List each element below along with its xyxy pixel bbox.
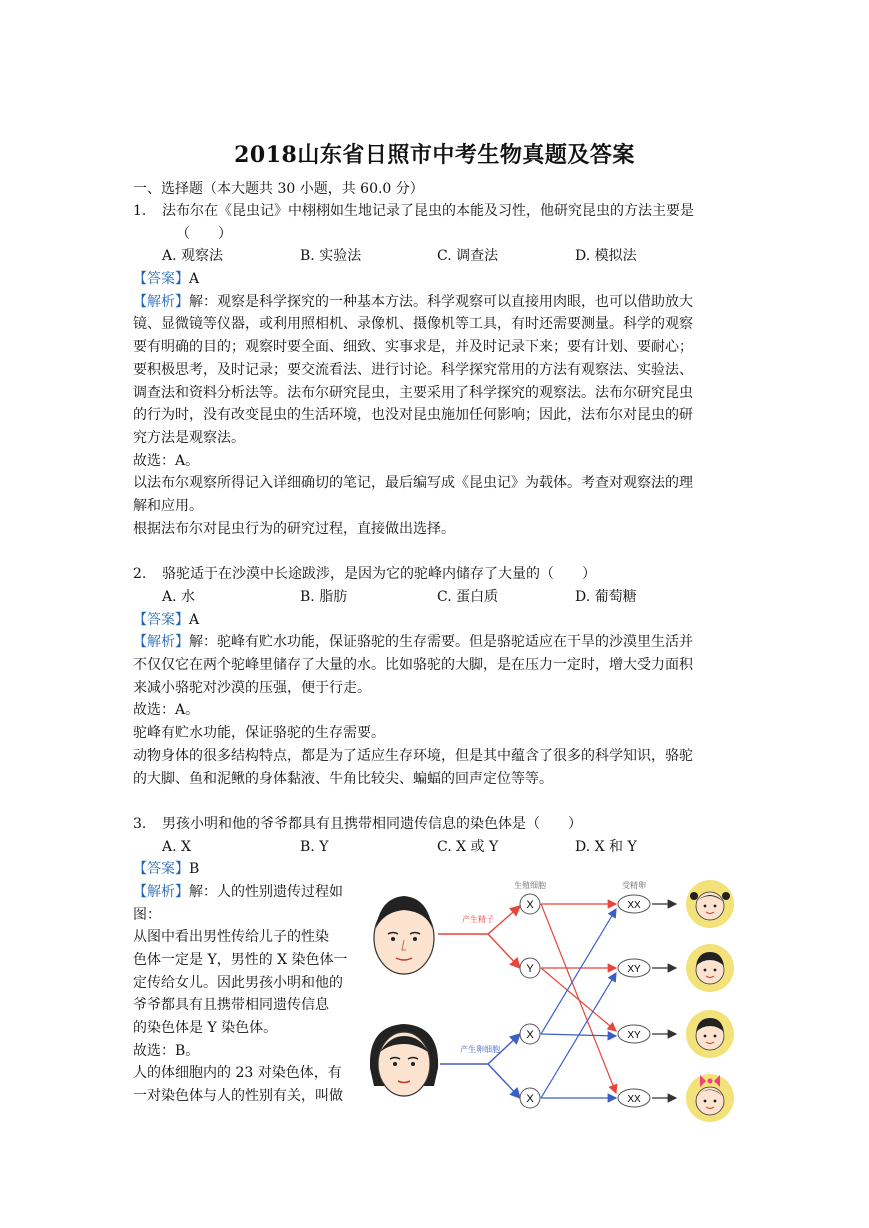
sex-inheritance-diagram <box>370 876 740 1126</box>
q3-option-a: A. X <box>162 839 191 855</box>
q3-option-d: D. X 和 Y <box>575 839 637 855</box>
answer-tag: 【答案】 <box>133 271 189 287</box>
analysis-tag: 【解析】 <box>133 884 189 900</box>
germ-cell <box>520 958 540 978</box>
q2-analysis-line <box>133 631 693 653</box>
q3-analysis-line: 的染色体是 Y 染色体。 <box>133 1020 278 1036</box>
q2-number: 2. <box>133 566 147 582</box>
q1-analysis-line: 要积极思考，及时记录；要交流看法、进行讨论。科学探究常用的方法有观察法、实验法、 <box>133 362 693 378</box>
q1-analysis-line: 解和应用。 <box>133 498 203 514</box>
q1-analysis-line <box>133 291 693 313</box>
father-face-icon <box>374 896 434 974</box>
svg-text:XY: XY <box>627 964 641 975</box>
q2-analysis-line: 驼峰有贮水功能，保证骆驼的生存需要。 <box>133 725 385 741</box>
q2-stem: 骆驼适于在沙漠中长途跋涉，是因为它的驼峰内储存了大量的（ ） <box>162 566 596 582</box>
q2-answer <box>133 609 199 631</box>
q3-stem: 男孩小明和他的爷爷都具有且携带相同遗传信息的染色体是（ ） <box>162 816 582 832</box>
svg-text:XX: XX <box>627 900 641 911</box>
q1-option-b: B. 实验法 <box>300 248 362 264</box>
q3-analysis-line: 从图中看出男性传给儿子的性染 <box>133 929 329 945</box>
q1-analysis-line: 究方法是观察法。 <box>133 430 245 446</box>
q1-analysis-line: 要有明确的目的；观察时要全面、细致、实事求是，并及时记录下来；要有计划、要耐心； <box>133 339 693 355</box>
boy-face-icon <box>686 944 734 992</box>
q2-option-c: C. 蛋白质 <box>437 589 499 605</box>
q3-analysis-line: 定传给女儿。因此男孩小明和他的 <box>133 975 343 991</box>
q3-answer-value: B <box>189 861 200 877</box>
zygote <box>618 959 650 977</box>
svg-text:XX: XX <box>627 1094 641 1105</box>
q2-analysis-line: 故选：A。 <box>133 702 200 718</box>
germ-cell <box>520 1088 540 1108</box>
q2-analysis-line: 来减小骆驼对沙漠的压强，便于行走。 <box>133 680 371 696</box>
q1-answer <box>133 268 199 290</box>
header-zygote: 受精卵 <box>622 881 646 890</box>
q2-option-b: B. 脂肪 <box>300 589 348 605</box>
q1-number: 1. <box>133 203 147 219</box>
q3-analysis-line: 色体一定是 Y，男性的 X 染色体一 <box>133 952 348 968</box>
boy-face-icon <box>686 1010 734 1058</box>
q1-analysis-line: 根据法布尔对昆虫行为的研究过程，直接做出选择。 <box>133 521 455 537</box>
analysis-tag: 【解析】 <box>133 634 189 650</box>
q2-analysis-line: 不仅仅它在两个驼峰里储存了大量的水。比如骆驼的大脚，是在压力一定时，增大受力面积 <box>133 657 693 673</box>
svg-text:XY: XY <box>627 1030 641 1041</box>
q2-analysis-line: 动物身体的很多结构特点，都是为了适应生存环境，但是其中蕴含了很多的科学知识，骆驼 <box>133 748 693 764</box>
q3-analysis-line: 爷爷都具有且携带相同遗传信息 <box>133 997 329 1013</box>
zygote <box>618 895 650 913</box>
section-heading: 一、选择题（本大题共 30 小题，共 60.0 分） <box>133 181 424 197</box>
q2-analysis-text: 解：驼峰有贮水功能，保证骆驼的生存需要。但是骆驼适应在干旱的沙漠里生活并 <box>189 634 693 650</box>
q3-analysis-text: 解：人的性别遗传过程如 <box>189 884 343 900</box>
q2-analysis-line: 的大脚、鱼和泥鳅的身体黏液、牛角比较尖、蝙蝠的回声定位等等。 <box>133 771 553 787</box>
header-germ-cells: 生殖细胞 <box>514 881 546 890</box>
girl-face-icon <box>686 1074 734 1122</box>
q3-analysis-line <box>133 881 343 903</box>
q1-analysis-text: 解：观察是科学探究的一种基本方法。科学观察可以直接用肉眼，也可以借助放大 <box>189 294 693 310</box>
label-sperm: 产生精子 <box>462 915 494 924</box>
germ-cell <box>520 894 540 914</box>
zygote <box>618 1089 650 1107</box>
svg-text:X: X <box>526 899 534 911</box>
svg-text:X: X <box>526 1093 534 1105</box>
mother-face-icon <box>370 1024 438 1096</box>
q1-option-d: D. 模拟法 <box>575 248 637 264</box>
q1-analysis-line: 故选：A。 <box>133 453 200 469</box>
q3-analysis-line: 一对染色体与人的性别有关，叫做 <box>133 1088 343 1104</box>
q3-analysis-line: 图： <box>133 907 161 923</box>
label-egg: 产生卵细胞 <box>460 1045 500 1054</box>
analysis-tag: 【解析】 <box>133 294 189 310</box>
q1-stem: 法布尔在《昆虫记》中栩栩如生地记录了昆虫的本能及习性，他研究昆虫的方法主要是 <box>162 203 694 219</box>
q1-analysis-line: 镜、显微镜等仪器，或利用照相机、录像机、摄像机等工具，有时还需要测量。科学的观察 <box>133 316 693 332</box>
q3-option-c: C. X 或 Y <box>437 839 499 855</box>
girl-face-icon <box>686 880 734 928</box>
q3-option-b: B. Y <box>300 839 329 855</box>
q3-answer <box>133 858 199 880</box>
q1-option-a: A. 观察法 <box>162 248 224 264</box>
answer-tag: 【答案】 <box>133 861 189 877</box>
q2-option-a: A. 水 <box>162 589 196 605</box>
q1-analysis-line: 以法布尔观察所得记入详细确切的笔记，最后编写成《昆虫记》为载体。考查对观察法的理 <box>133 475 693 491</box>
q1-option-c: C. 调查法 <box>437 248 499 264</box>
germ-cell <box>520 1024 540 1044</box>
document-title: 2018山东省日照市中考生物真题及答案 <box>234 142 635 168</box>
q1-answer-value: A <box>189 271 200 287</box>
zygote <box>618 1025 650 1043</box>
q3-analysis-line: 人的体细胞内的 23 对染色体，有 <box>133 1065 342 1081</box>
q1-analysis-line: 的行为时，没有改变昆虫的生活环境，也没对昆虫施加任何影响；因此，法布尔对昆虫的研 <box>133 407 693 423</box>
answer-tag: 【答案】 <box>133 612 189 628</box>
svg-text:Y: Y <box>526 963 534 975</box>
q3-number: 3. <box>133 816 147 832</box>
q3-analysis-line: 故选：B。 <box>133 1043 200 1059</box>
q2-option-d: D. 葡萄糖 <box>575 589 637 605</box>
svg-text:X: X <box>526 1029 534 1041</box>
q1-analysis-line: 调查法和资料分析法等。法布尔研究昆虫，主要采用了科学探究的观察法。法布尔研究昆虫 <box>133 385 693 401</box>
q1-stem-bracket: （ ） <box>176 226 232 242</box>
q2-answer-value: A <box>189 612 200 628</box>
